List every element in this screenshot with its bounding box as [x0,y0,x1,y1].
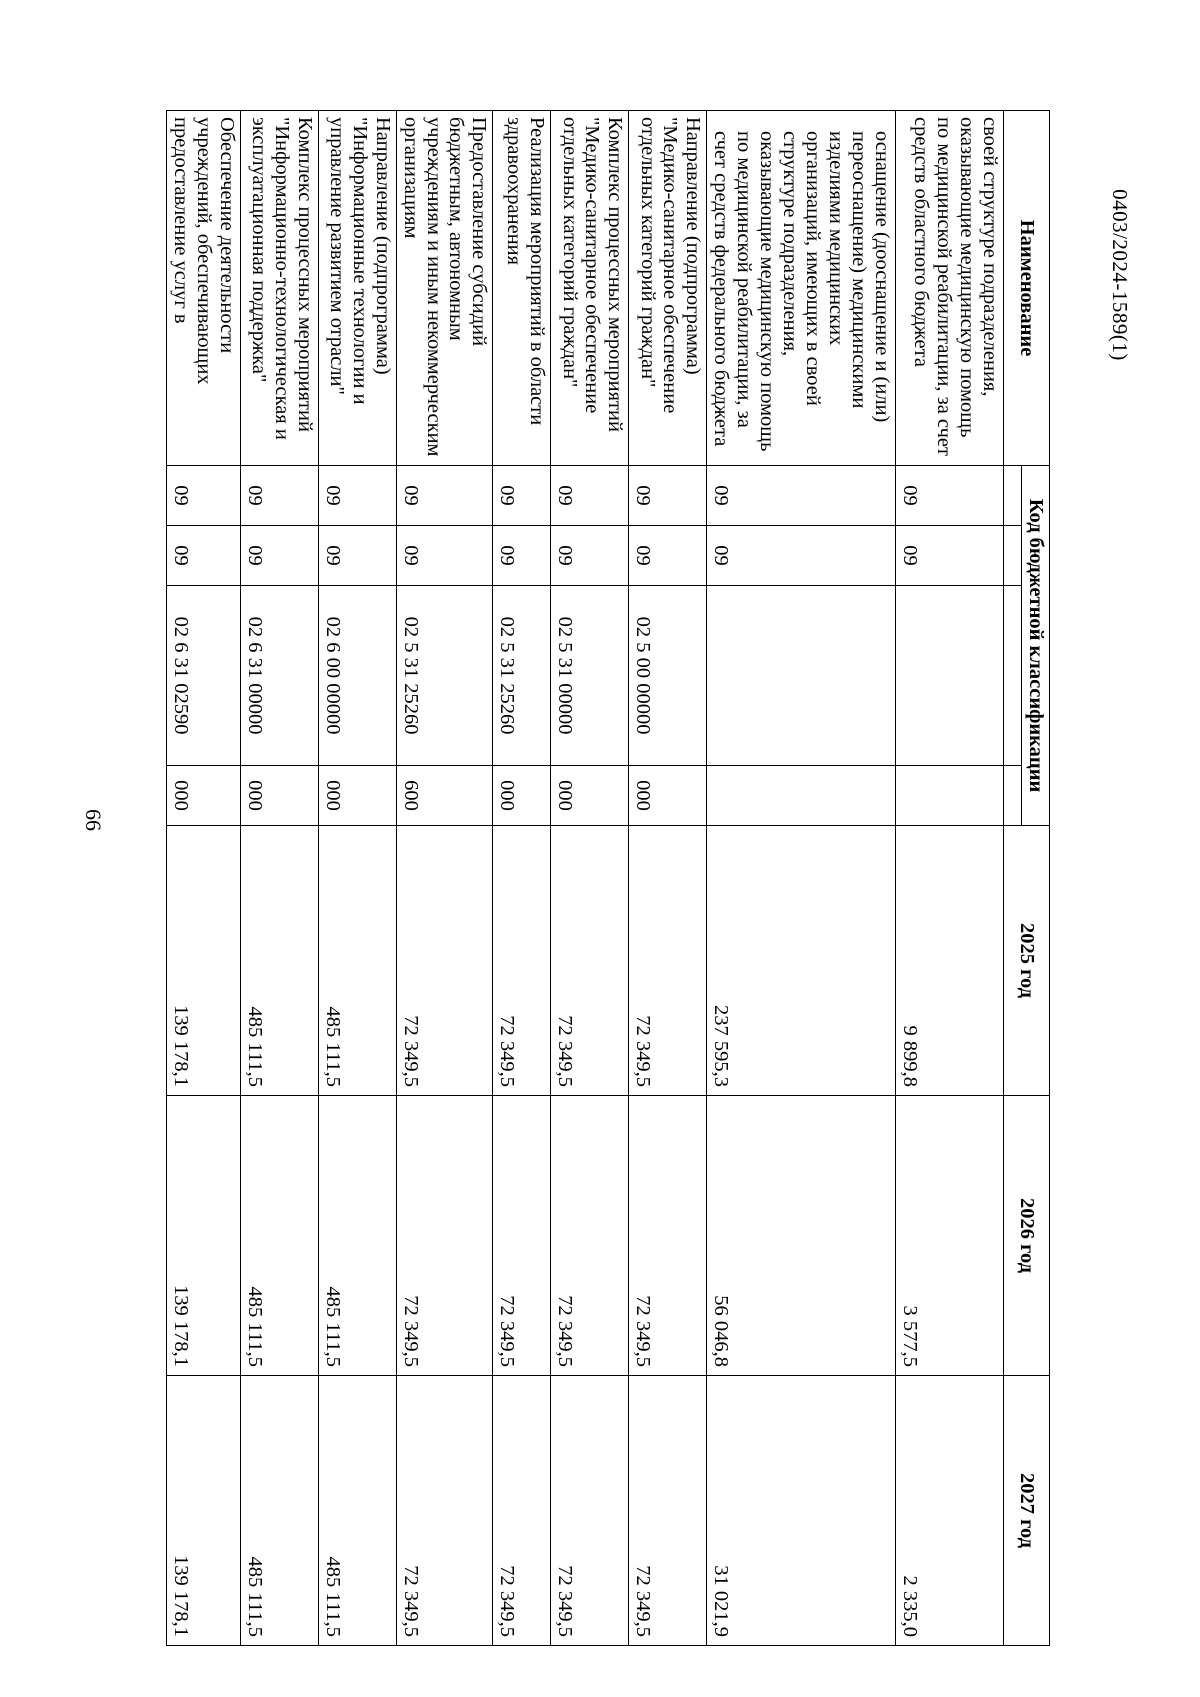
value-2025-cell: 72 349,5 [629,826,707,1096]
row-name-text: оснащение (дооснащение и (или) переоснащение) медицинскими изделиями медицинских организаций, имеющих в своей структуре подразделения, оказывающие медицинскую помощь по медицинской реабилитации, за счет средств федерального бюджета [710,131,894,452]
value-2025-cell: 485 111,5 [318,826,396,1096]
row-name-text: Реализация мероприятий в области здравоохранения [503,117,549,426]
value-2026-cell: 72 349,5 [493,1096,551,1376]
code-subsection-cell: 09 [493,526,551,586]
row-name-text: Предоставление субсидий бюджетным, автономным учреждениям и иным некоммерческим организациям [399,117,491,457]
code-expense-type-cell: 000 [551,766,629,826]
table-row [166,111,240,1646]
header-2025: 2025 год [1004,826,1050,1096]
code-section-cell: 09 [396,466,493,526]
budget-table [166,110,1050,1646]
header-code-sub-3 [1004,586,1022,766]
value-2027-cell: 31 021,9 [707,1376,896,1646]
code-expense-type-cell [707,766,896,826]
row-name-text: Обеспечение деятельности учреждений, обеспечивающих предоставление услуг в [169,117,238,385]
row-name-cell [396,111,493,466]
code-section-cell: 09 [896,466,1004,526]
code-subsection-cell: 09 [707,526,896,586]
header-2027: 2027 год [1004,1376,1050,1646]
row-name-cell [551,111,629,466]
code-target-article-cell: 02 5 31 00000 [551,586,629,766]
row-name-text: Направление (подпрограмма) "Медико-санитарное обеспечение отдельных категорий граждан" [636,117,705,414]
document-code: 0403/2024-1589(1) [1108,189,1133,361]
code-target-article-cell: 02 5 31 25260 [396,586,493,766]
code-expense-type-cell: 000 [166,766,240,826]
value-2027-cell: 139 178,1 [166,1376,240,1646]
row-name-cell [240,111,318,466]
value-2026-cell: 3 577,5 [896,1096,1004,1376]
row-name-text: Комплекс процессных мероприятий "Медико-санитарное обеспечение отдельных категорий граждан" [558,117,627,432]
code-expense-type-cell: 000 [629,766,707,826]
value-2026-cell: 485 111,5 [240,1096,318,1376]
code-target-article-cell: 02 6 31 00000 [240,586,318,766]
header-code-sub-1 [1004,466,1022,526]
code-target-article-cell [707,586,896,766]
value-2025-cell: 72 349,5 [396,826,493,1096]
row-name-cell [629,111,707,466]
value-2027-cell: 72 349,5 [396,1376,493,1646]
code-section-cell: 09 [493,466,551,526]
value-2025-cell: 9 899,8 [896,826,1004,1096]
row-name-cell [896,111,1004,466]
code-target-article-cell: 02 6 00 00000 [318,586,396,766]
code-subsection-cell: 09 [396,526,493,586]
budget-table-container [170,110,1050,1645]
row-name-cell [707,111,896,466]
code-subsection-cell: 09 [896,526,1004,586]
value-2026-cell: 139 178,1 [166,1096,240,1376]
row-name-text: своей структуре подразделения, оказывающие медицинскую помощь по медицинской реабилитации, за счет средств областного бюджета [910,117,1002,456]
code-section-cell: 09 [240,466,318,526]
header-name: Наименование [1004,111,1050,466]
value-2027-cell: 2 335,0 [896,1376,1004,1646]
value-2025-cell: 237 595,3 [707,826,896,1096]
value-2026-cell: 56 046,8 [707,1096,896,1376]
header-code-sub-4 [1004,766,1022,826]
row-name-text: Комплекс процессных мероприятий "Информационно-технологическая и эксплуатационная поддержка" [247,117,316,440]
header-2026: 2026 год [1004,1096,1050,1376]
code-section-cell: 09 [166,466,240,526]
table-row [493,111,551,1646]
table-row [240,111,318,1646]
table-row [551,111,629,1646]
code-subsection-cell: 09 [318,526,396,586]
table-row [396,111,493,1646]
value-2025-cell: 72 349,5 [551,826,629,1096]
code-section-cell: 09 [629,466,707,526]
code-section-cell: 09 [707,466,896,526]
code-target-article-cell [896,586,1004,766]
code-expense-type-cell: 600 [396,766,493,826]
row-name-cell [166,111,240,466]
table-row [896,111,1004,1646]
code-expense-type-cell: 000 [240,766,318,826]
code-section-cell: 09 [551,466,629,526]
value-2027-cell: 485 111,5 [318,1376,396,1646]
code-target-article-cell: 02 5 00 00000 [629,586,707,766]
table-row [707,111,896,1646]
row-name-cell [493,111,551,466]
value-2027-cell: 485 111,5 [240,1376,318,1646]
code-subsection-cell: 09 [629,526,707,586]
page-number: 66 [81,809,106,831]
code-expense-type-cell: 000 [318,766,396,826]
code-subsection-cell: 09 [551,526,629,586]
value-2026-cell: 72 349,5 [551,1096,629,1376]
code-target-article-cell: 02 5 31 25260 [493,586,551,766]
row-name-text: Направление (подпрограмма) "Информационные технологии и управление развитием отрасли" [325,117,394,405]
value-2025-cell: 72 349,5 [493,826,551,1096]
value-2026-cell: 72 349,5 [396,1096,493,1376]
table-row [629,111,707,1646]
value-2027-cell: 72 349,5 [551,1376,629,1646]
code-expense-type-cell: 000 [493,766,551,826]
value-2027-cell: 72 349,5 [493,1376,551,1646]
code-expense-type-cell [896,766,1004,826]
code-subsection-cell: 09 [166,526,240,586]
code-section-cell: 09 [318,466,396,526]
code-target-article-cell: 02 6 31 02590 [166,586,240,766]
table-row [318,111,396,1646]
value-2026-cell: 485 111,5 [318,1096,396,1376]
value-2026-cell: 72 349,5 [629,1096,707,1376]
row-name-cell [318,111,396,466]
value-2025-cell: 139 178,1 [166,826,240,1096]
header-code-sub-2 [1004,526,1022,586]
value-2025-cell: 485 111,5 [240,826,318,1096]
value-2027-cell: 72 349,5 [629,1376,707,1646]
code-subsection-cell: 09 [240,526,318,586]
header-code-group: Код бюджетной классификации [1022,466,1050,826]
